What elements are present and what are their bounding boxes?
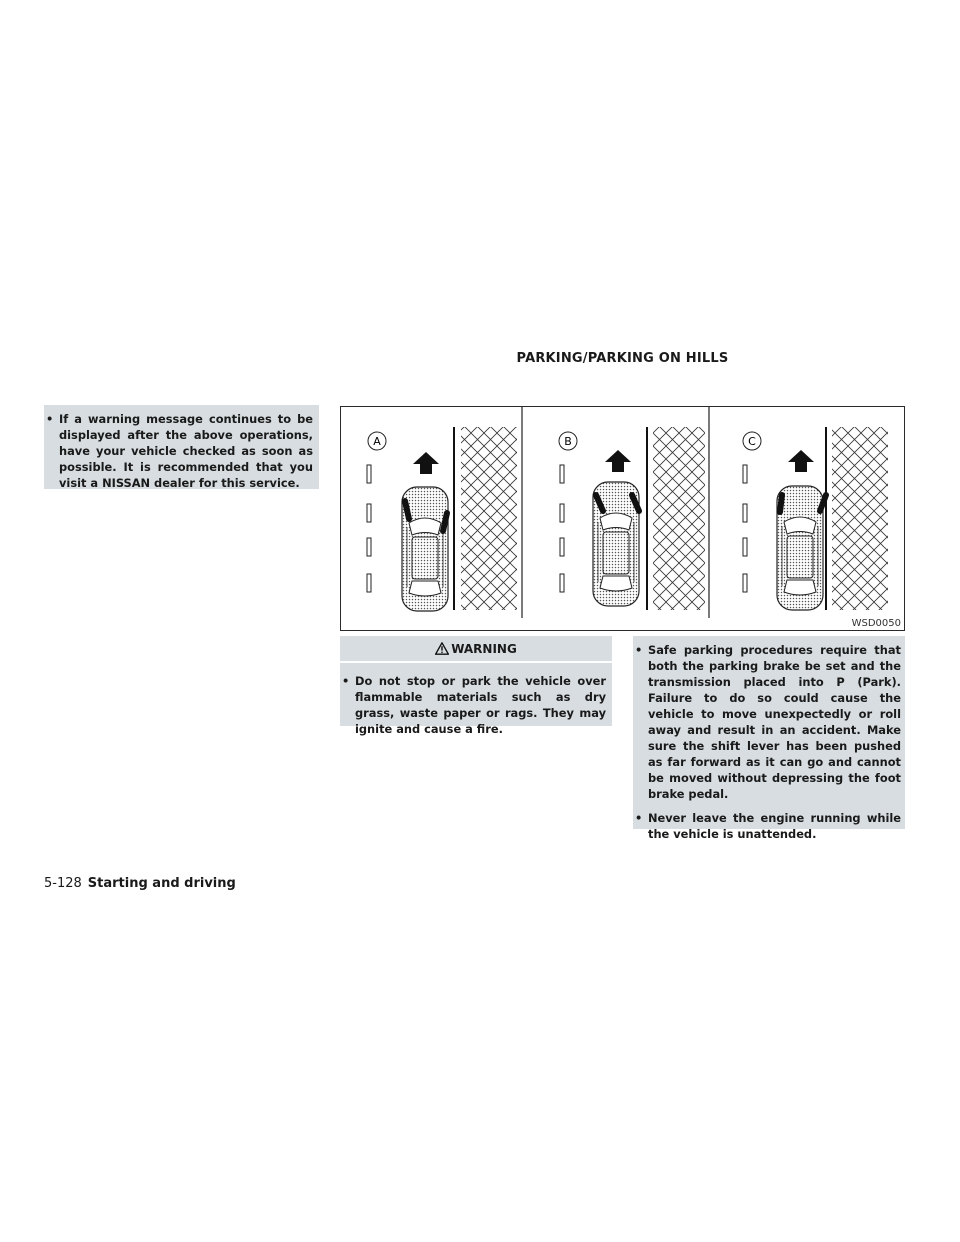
panel-a xyxy=(367,427,517,611)
warning-box xyxy=(340,636,612,736)
panel-label-c: C xyxy=(748,435,756,448)
warning-item-text: Do not stop or park the vehicle over flammable materials such as dry grass, waste paper or rags. They may ignite and cause a fire. xyxy=(355,674,606,736)
safety-item xyxy=(633,642,901,802)
bullet-marker: • xyxy=(342,674,350,688)
safety-item-text: Safe parking procedures require that both the parking brake be set and the transmission placed into P (Park). Failure to do so could cause the vehicle to move unexpectedly or roll away and result in an accident. Make sure the shift lever has been pushed as far forward as it can go and cannot be moved without depressing the foot brake pedal. xyxy=(648,643,901,801)
page-footer xyxy=(44,876,236,891)
warning-item xyxy=(340,673,606,737)
panel-c xyxy=(743,427,888,610)
parking-diagram-svg xyxy=(341,407,906,632)
figure-code: WSD0050 xyxy=(851,618,901,629)
warning-heading-text: WARNING xyxy=(451,642,517,656)
bullet-marker: • xyxy=(46,412,54,426)
safety-item xyxy=(633,810,901,842)
safety-item-text: Never leave the engine running while the vehicle is unattended. xyxy=(648,811,901,841)
page-number: 5-128 xyxy=(44,876,82,891)
bullet-marker: • xyxy=(635,643,643,657)
panel-label-b: B xyxy=(564,435,572,448)
parking-illustration xyxy=(340,406,905,631)
warning-triangle-icon xyxy=(435,642,449,655)
section-title: PARKING/PARKING ON HILLS xyxy=(516,351,729,366)
left-note-item xyxy=(44,411,313,491)
chapter-title: Starting and driving xyxy=(87,876,236,891)
parking-safety-box xyxy=(633,636,905,841)
warning-heading xyxy=(340,636,612,663)
left-note-text: If a warning message continues to be displayed after the above operations, have your vehicle checked as soon as possible. It is recommended that you visit a NISSAN dealer for this service. xyxy=(59,412,313,490)
panel-label-a: A xyxy=(373,435,381,448)
bullet-marker: • xyxy=(635,811,643,825)
panel-b xyxy=(559,427,705,610)
left-note-box xyxy=(44,405,319,489)
